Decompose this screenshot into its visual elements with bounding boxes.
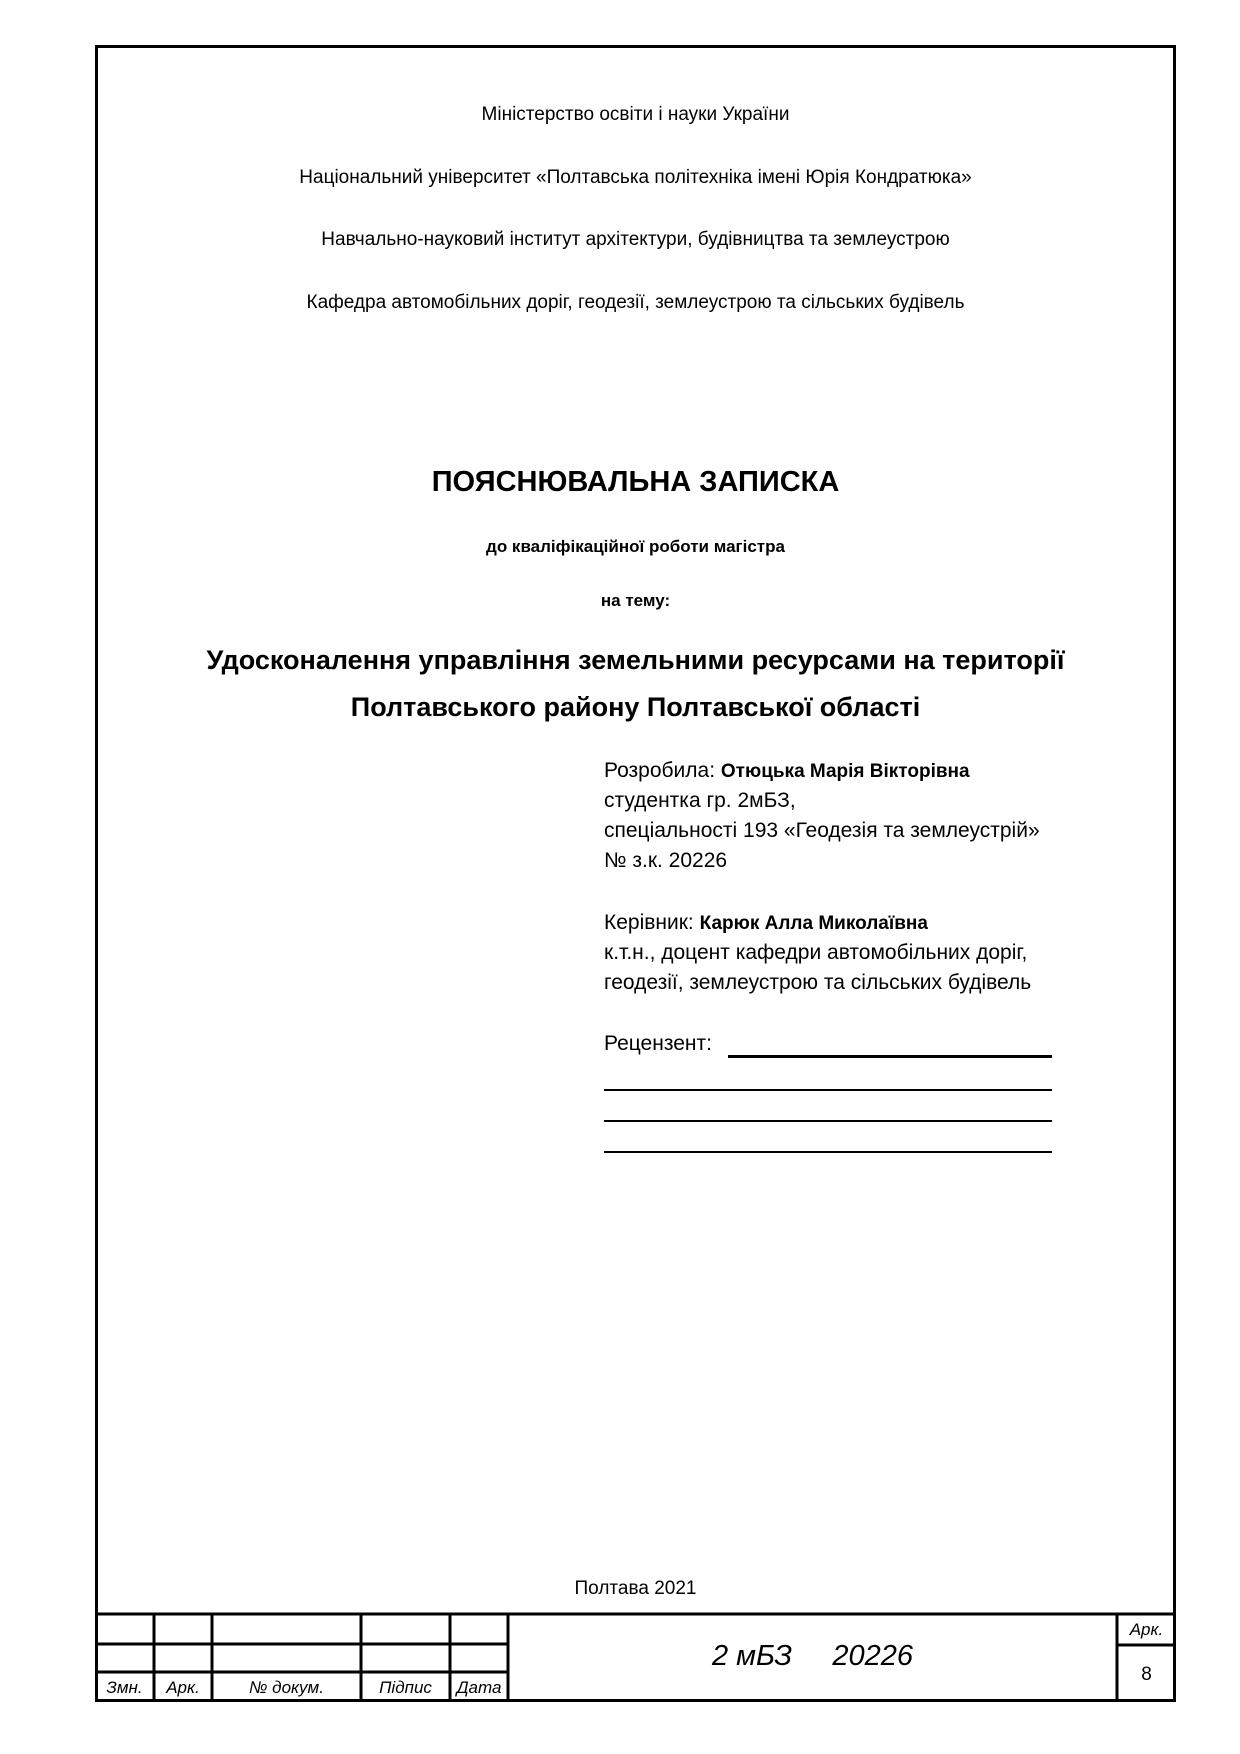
- document-subtitle: до кваліфікаційної роботи магістра: [486, 537, 785, 556]
- supervisor-title-1: к.т.н., доцент кафедри автомобільних доріг,: [604, 941, 1028, 964]
- sheet-number: 8: [1141, 1664, 1152, 1685]
- stamp-col-signature: Підпис: [379, 1678, 432, 1697]
- stamp-col-date: Дата: [456, 1678, 502, 1697]
- author-group: студентка гр. 2мБЗ,: [604, 789, 796, 812]
- ministry: Міністерство освіти і науки України: [481, 104, 790, 125]
- topic-label: на тему:: [600, 591, 671, 610]
- document-title: ПОЯСНЮВАЛЬНА ЗАПИСКА: [431, 466, 840, 498]
- document-code: 2 мБЗ 20226: [711, 1640, 914, 1672]
- reviewer-label: Рецензент:: [604, 1032, 712, 1055]
- university: Національний університет «Полтавська політехніка імені Юрія Кондратюка»: [299, 167, 972, 188]
- topic-line-1: Удосконалення управління земельними ресурсами на території: [206, 645, 1065, 675]
- supervisor-title-2: геодезії, землеустрою та сільських будівель: [604, 971, 1032, 994]
- supervisor-name: Карюк Алла Миколаївна: [699, 913, 928, 934]
- author-record: № з.к. 20226: [604, 849, 728, 872]
- stamp-col-doc-number: № докум.: [249, 1678, 324, 1697]
- department: Кафедра автомобільних доріг, геодезії, землеустрою та сільських будівель: [306, 292, 965, 313]
- institute: Навчально-науковий інститут архітектури, будівництва та землеустрою: [321, 229, 950, 250]
- author-name: Отюцька Марія Вікторівна: [720, 761, 970, 782]
- topic-line-2: Полтавського району Полтавської області: [350, 692, 921, 722]
- author-specialty: спеціальності 193 «Геодезія та землеустрій»: [604, 819, 1040, 842]
- city-year: Полтава 2021: [574, 1578, 697, 1599]
- author-label: Розробила:: [604, 759, 716, 782]
- stamp-col-sheet: Арк.: [166, 1678, 200, 1697]
- stamp-col-change: Змн.: [106, 1678, 143, 1697]
- sheet-label: Арк.: [1129, 1620, 1164, 1639]
- supervisor-label: Керівник:: [604, 911, 694, 934]
